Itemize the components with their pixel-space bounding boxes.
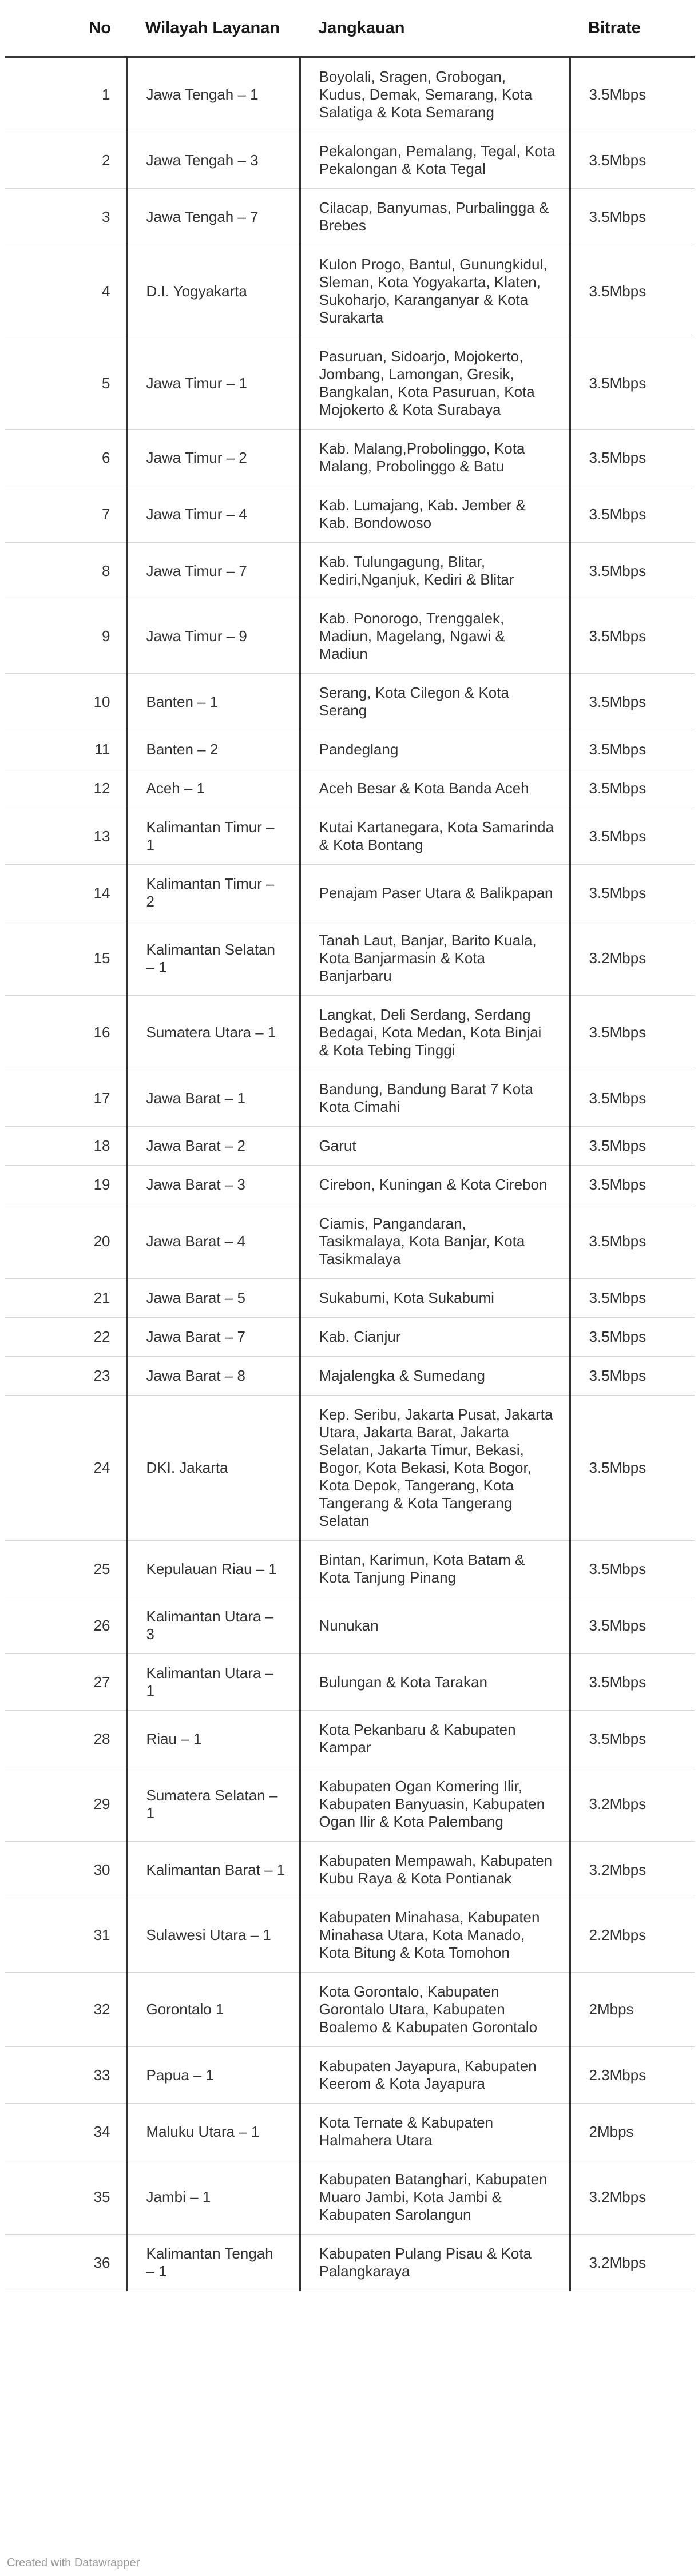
cell-wilayah-layanan: Jawa Tengah – 7 <box>127 189 300 245</box>
cell-bitrate: 3.5Mbps <box>570 430 695 486</box>
cell-no: 26 <box>5 1597 127 1654</box>
cell-bitrate: 3.2Mbps <box>570 1767 695 1842</box>
cell-no: 10 <box>5 674 127 730</box>
cell-wilayah-layanan: Kalimantan Tengah – 1 <box>127 2235 300 2291</box>
cell-no: 19 <box>5 1166 127 1204</box>
cell-wilayah-layanan: Jawa Barat – 1 <box>127 1070 300 1127</box>
cell-jangkauan: Kab. Cianjur <box>300 1318 570 1357</box>
coverage-table-container <box>5 0 695 2291</box>
table-row <box>5 543 695 599</box>
cell-wilayah-layanan: Jawa Timur – 7 <box>127 543 300 599</box>
cell-no: 20 <box>5 1204 127 1279</box>
cell-jangkauan: Kabupaten Jayapura, Kabupaten Keerom & Kota Jayapura <box>300 2047 570 2104</box>
cell-wilayah-layanan: Kalimantan Timur – 2 <box>127 865 300 921</box>
table-row <box>5 430 695 486</box>
cell-wilayah-layanan: Papua – 1 <box>127 2047 300 2104</box>
cell-wilayah-layanan: Jawa Timur – 2 <box>127 430 300 486</box>
cell-wilayah-layanan: Kalimantan Timur – 1 <box>127 808 300 865</box>
table-row <box>5 1767 695 1842</box>
cell-jangkauan: Kab. Tulungagung, Blitar, Kediri,Nganjuk, Kediri & Blitar <box>300 543 570 599</box>
table-row <box>5 996 695 1070</box>
cell-wilayah-layanan: Jawa Barat – 8 <box>127 1357 300 1396</box>
cell-jangkauan: Kota Gorontalo, Kabupaten Gorontalo Utara, Kabupaten Boalemo & Kabupaten Gorontalo <box>300 1973 570 2047</box>
table-row <box>5 1070 695 1127</box>
cell-bitrate: 3.5Mbps <box>570 1070 695 1127</box>
table-row <box>5 2104 695 2160</box>
cell-no: 6 <box>5 430 127 486</box>
cell-no: 36 <box>5 2235 127 2291</box>
table-row <box>5 2235 695 2291</box>
cell-bitrate: 2Mbps <box>570 2104 695 2160</box>
cell-jangkauan: Tanah Laut, Banjar, Barito Kuala, Kota Banjarmasin & Kota Banjarbaru <box>300 921 570 996</box>
table-row <box>5 1898 695 1973</box>
cell-wilayah-layanan: Jawa Tengah – 3 <box>127 132 300 189</box>
cell-bitrate: 2.3Mbps <box>570 2047 695 2104</box>
cell-wilayah-layanan: Sumatera Utara – 1 <box>127 996 300 1070</box>
cell-wilayah-layanan: Jawa Timur – 4 <box>127 486 300 543</box>
table-row <box>5 1166 695 1204</box>
cell-bitrate: 3.5Mbps <box>570 599 695 674</box>
cell-no: 22 <box>5 1318 127 1357</box>
cell-bitrate: 3.5Mbps <box>570 730 695 769</box>
cell-jangkauan: Penajam Paser Utara & Balikpapan <box>300 865 570 921</box>
cell-bitrate: 3.5Mbps <box>570 1541 695 1597</box>
table-row <box>5 1842 695 1898</box>
table-row <box>5 2160 695 2235</box>
table-row <box>5 674 695 730</box>
cell-jangkauan: Garut <box>300 1127 570 1166</box>
cell-no: 31 <box>5 1898 127 1973</box>
cell-bitrate: 2.2Mbps <box>570 1898 695 1973</box>
cell-bitrate: 3.5Mbps <box>570 189 695 245</box>
cell-bitrate: 3.2Mbps <box>570 2235 695 2291</box>
cell-jangkauan: Kabupaten Mempawah, Kabupaten Kubu Raya & Kota Pontianak <box>300 1842 570 1898</box>
cell-no: 5 <box>5 337 127 430</box>
cell-wilayah-layanan: Banten – 1 <box>127 674 300 730</box>
cell-jangkauan: Kab. Ponorogo, Trenggalek, Madiun, Magelang, Ngawi & Madiun <box>300 599 570 674</box>
cell-jangkauan: Kulon Progo, Bantul, Gunungkidul, Sleman, Kota Yogyakarta, Klaten, Sukoharjo, Karanganyar & Kota Surakarta <box>300 245 570 337</box>
cell-bitrate: 3.5Mbps <box>570 996 695 1070</box>
table-row <box>5 1204 695 1279</box>
cell-wilayah-layanan: Jawa Barat – 5 <box>127 1279 300 1318</box>
cell-no: 3 <box>5 189 127 245</box>
table-row <box>5 730 695 769</box>
cell-wilayah-layanan: D.I. Yogyakarta <box>127 245 300 337</box>
cell-jangkauan: Kabupaten Minahasa, Kabupaten Minahasa Utara, Kota Manado, Kota Bitung & Kota Tomohon <box>300 1898 570 1973</box>
cell-wilayah-layanan: DKI. Jakarta <box>127 1396 300 1541</box>
cell-wilayah-layanan: Jawa Barat – 2 <box>127 1127 300 1166</box>
cell-jangkauan: Langkat, Deli Serdang, Serdang Bedagai, Kota Medan, Kota Binjai & Kota Tebing Tinggi <box>300 996 570 1070</box>
cell-no: 27 <box>5 1654 127 1711</box>
cell-bitrate: 3.2Mbps <box>570 1842 695 1898</box>
cell-jangkauan: Kutai Kartanegara, Kota Samarinda & Kota Bontang <box>300 808 570 865</box>
cell-wilayah-layanan: Jawa Timur – 1 <box>127 337 300 430</box>
cell-jangkauan: Pekalongan, Pemalang, Tegal, Kota Pekalongan & Kota Tegal <box>300 132 570 189</box>
header-bitrate[interactable]: Bitrate <box>570 0 695 57</box>
cell-wilayah-layanan: Kalimantan Utara – 3 <box>127 1597 300 1654</box>
cell-bitrate: 3.5Mbps <box>570 674 695 730</box>
cell-bitrate: 3.5Mbps <box>570 57 695 132</box>
cell-no: 18 <box>5 1127 127 1166</box>
table-row <box>5 1711 695 1767</box>
cell-no: 14 <box>5 865 127 921</box>
cell-no: 7 <box>5 486 127 543</box>
table-row <box>5 1127 695 1166</box>
table-row <box>5 2047 695 2104</box>
cell-bitrate: 3.5Mbps <box>570 1597 695 1654</box>
cell-no: 11 <box>5 730 127 769</box>
table-row <box>5 1279 695 1318</box>
cell-bitrate: 2Mbps <box>570 1973 695 2047</box>
cell-bitrate: 3.5Mbps <box>570 769 695 808</box>
cell-jangkauan: Bintan, Karimun, Kota Batam & Kota Tanjung Pinang <box>300 1541 570 1597</box>
cell-no: 4 <box>5 245 127 337</box>
cell-no: 23 <box>5 1357 127 1396</box>
cell-jangkauan: Majalengka & Sumedang <box>300 1357 570 1396</box>
cell-jangkauan: Ciamis, Pangandaran, Tasikmalaya, Kota Banjar, Kota Tasikmalaya <box>300 1204 570 1279</box>
table-row <box>5 1597 695 1654</box>
cell-wilayah-layanan: Gorontalo 1 <box>127 1973 300 2047</box>
table-row <box>5 57 695 132</box>
table-body <box>5 57 695 2291</box>
cell-bitrate: 3.5Mbps <box>570 1166 695 1204</box>
cell-bitrate: 3.5Mbps <box>570 1127 695 1166</box>
coverage-table <box>5 0 695 2291</box>
table-row <box>5 1357 695 1396</box>
cell-no: 13 <box>5 808 127 865</box>
cell-wilayah-layanan: Banten – 2 <box>127 730 300 769</box>
cell-bitrate: 3.5Mbps <box>570 337 695 430</box>
cell-jangkauan: Nunukan <box>300 1597 570 1654</box>
cell-no: 28 <box>5 1711 127 1767</box>
cell-no: 29 <box>5 1767 127 1842</box>
table-row <box>5 1973 695 2047</box>
table-row <box>5 132 695 189</box>
cell-jangkauan: Kota Ternate & Kabupaten Halmahera Utara <box>300 2104 570 2160</box>
table-row <box>5 1396 695 1541</box>
datawrapper-credit[interactable]: Created with Datawrapper <box>7 2557 140 2569</box>
table-row <box>5 921 695 996</box>
cell-bitrate: 3.5Mbps <box>570 1396 695 1541</box>
cell-jangkauan: Serang, Kota Cilegon & Kota Serang <box>300 674 570 730</box>
cell-no: 15 <box>5 921 127 996</box>
table-row <box>5 189 695 245</box>
cell-no: 12 <box>5 769 127 808</box>
cell-no: 33 <box>5 2047 127 2104</box>
cell-jangkauan: Sukabumi, Kota Sukabumi <box>300 1279 570 1318</box>
cell-no: 30 <box>5 1842 127 1898</box>
cell-wilayah-layanan: Jawa Barat – 3 <box>127 1166 300 1204</box>
cell-bitrate: 3.2Mbps <box>570 2160 695 2235</box>
cell-jangkauan: Kota Pekanbaru & Kabupaten Kampar <box>300 1711 570 1767</box>
cell-no: 2 <box>5 132 127 189</box>
cell-no: 21 <box>5 1279 127 1318</box>
cell-no: 16 <box>5 996 127 1070</box>
cell-bitrate: 3.5Mbps <box>570 543 695 599</box>
cell-wilayah-layanan: Riau – 1 <box>127 1711 300 1767</box>
cell-bitrate: 3.2Mbps <box>570 921 695 996</box>
table-row <box>5 1318 695 1357</box>
cell-no: 1 <box>5 57 127 132</box>
cell-jangkauan: Kab. Lumajang, Kab. Jember & Kab. Bondowoso <box>300 486 570 543</box>
cell-bitrate: 3.5Mbps <box>570 1711 695 1767</box>
cell-bitrate: 3.5Mbps <box>570 1654 695 1711</box>
cell-jangkauan: Bulungan & Kota Tarakan <box>300 1654 570 1711</box>
cell-jangkauan: Pandeglang <box>300 730 570 769</box>
cell-jangkauan: Cirebon, Kuningan & Kota Cirebon <box>300 1166 570 1204</box>
cell-wilayah-layanan: Sulawesi Utara – 1 <box>127 1898 300 1973</box>
table-row <box>5 1541 695 1597</box>
table-row <box>5 1654 695 1711</box>
cell-bitrate: 3.5Mbps <box>570 132 695 189</box>
cell-no: 34 <box>5 2104 127 2160</box>
table-row <box>5 337 695 430</box>
cell-wilayah-layanan: Jawa Barat – 4 <box>127 1204 300 1279</box>
cell-wilayah-layanan: Kalimantan Utara – 1 <box>127 1654 300 1711</box>
cell-jangkauan: Kep. Seribu, Jakarta Pusat, Jakarta Utara, Jakarta Barat, Jakarta Selatan, Jakarta Timur, Bekasi, Bogor, Kota Bekasi, Kota Bogor, Kota Depok, Tangerang, Kota Tangerang & Kota Tangerang Selatan <box>300 1396 570 1541</box>
header-wilayah-layanan[interactable]: Wilayah Layanan <box>127 0 300 57</box>
cell-jangkauan: Kabupaten Ogan Komering Ilir, Kabupaten Banyuasin, Kabupaten Ogan Ilir & Kota Palembang <box>300 1767 570 1842</box>
cell-bitrate: 3.5Mbps <box>570 486 695 543</box>
table-row <box>5 486 695 543</box>
cell-no: 8 <box>5 543 127 599</box>
cell-no: 32 <box>5 1973 127 2047</box>
header-row <box>5 0 695 57</box>
table-row <box>5 865 695 921</box>
cell-jangkauan: Boyolali, Sragen, Grobogan, Kudus, Demak, Semarang, Kota Salatiga & Kota Semarang <box>300 57 570 132</box>
cell-wilayah-layanan: Jawa Timur – 9 <box>127 599 300 674</box>
cell-jangkauan: Cilacap, Banyumas, Purbalingga & Brebes <box>300 189 570 245</box>
cell-bitrate: 3.5Mbps <box>570 1357 695 1396</box>
cell-jangkauan: Kabupaten Pulang Pisau & Kota Palangkaraya <box>300 2235 570 2291</box>
cell-jangkauan: Kab. Malang,Probolinggo, Kota Malang, Probolinggo & Batu <box>300 430 570 486</box>
cell-no: 17 <box>5 1070 127 1127</box>
cell-no: 35 <box>5 2160 127 2235</box>
header-jangkauan[interactable]: Jangkauan <box>300 0 570 57</box>
table-header <box>5 0 695 57</box>
cell-bitrate: 3.5Mbps <box>570 1318 695 1357</box>
cell-no: 25 <box>5 1541 127 1597</box>
cell-jangkauan: Aceh Besar & Kota Banda Aceh <box>300 769 570 808</box>
cell-wilayah-layanan: Maluku Utara – 1 <box>127 2104 300 2160</box>
cell-jangkauan: Kabupaten Batanghari, Kabupaten Muaro Jambi, Kota Jambi & Kabupaten Sarolangun <box>300 2160 570 2235</box>
cell-bitrate: 3.5Mbps <box>570 808 695 865</box>
header-no[interactable]: No <box>5 0 127 57</box>
cell-jangkauan: Bandung, Bandung Barat 7 Kota Kota Cimahi <box>300 1070 570 1127</box>
cell-wilayah-layanan: Jawa Barat – 7 <box>127 1318 300 1357</box>
cell-wilayah-layanan: Kalimantan Barat – 1 <box>127 1842 300 1898</box>
cell-wilayah-layanan: Sumatera Selatan – 1 <box>127 1767 300 1842</box>
cell-bitrate: 3.5Mbps <box>570 245 695 337</box>
table-row <box>5 245 695 337</box>
cell-no: 9 <box>5 599 127 674</box>
cell-bitrate: 3.5Mbps <box>570 1279 695 1318</box>
cell-wilayah-layanan: Kalimantan Selatan – 1 <box>127 921 300 996</box>
table-row <box>5 599 695 674</box>
cell-wilayah-layanan: Jawa Tengah – 1 <box>127 57 300 132</box>
cell-bitrate: 3.5Mbps <box>570 865 695 921</box>
cell-wilayah-layanan: Jambi – 1 <box>127 2160 300 2235</box>
table-row <box>5 808 695 865</box>
table-row <box>5 769 695 808</box>
cell-wilayah-layanan: Kepulauan Riau – 1 <box>127 1541 300 1597</box>
cell-bitrate: 3.5Mbps <box>570 1204 695 1279</box>
cell-wilayah-layanan: Aceh – 1 <box>127 769 300 808</box>
cell-no: 24 <box>5 1396 127 1541</box>
cell-jangkauan: Pasuruan, Sidoarjo, Mojokerto, Jombang, Lamongan, Gresik, Bangkalan, Kota Pasuruan, Kota Mojokerto & Kota Surabaya <box>300 337 570 430</box>
